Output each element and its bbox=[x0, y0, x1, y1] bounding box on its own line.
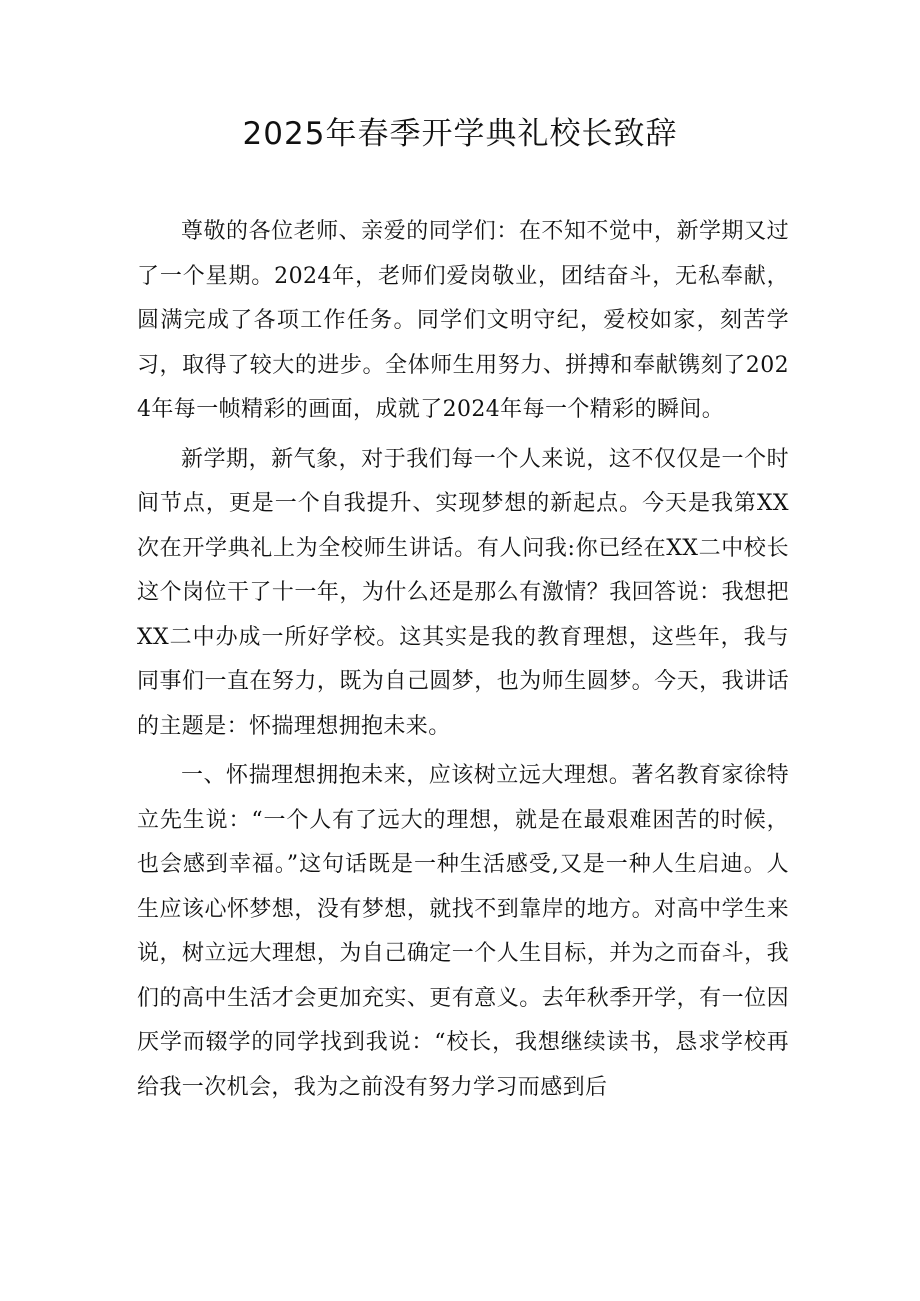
paragraph-new-semester: 新学期，新气象，对于我们每一个人来说，这不仅仅是一个时间节点，更是一个自我提升、实现梦想的新起点。今天是我第XX次在开学典礼上为全校师生讲话。有人问我:你已经在XX二中校长这个岗位干了十一年，为什么还是那么有激情？我回答说：我想把XX二中办成一所好学校。这其实是我的教育理想，这些年，我与同事们一直在努力，既为自己圆梦，也为师生圆梦。今天，我讲话的主题是：怀揣理想拥抱未来。 bbox=[137, 446, 789, 739]
document-title: 2025年春季开学典礼校长致辞 bbox=[242, 116, 678, 152]
document-body bbox=[137, 210, 789, 1115]
paragraph-greeting: 尊敬的各位老师、亲爱的同学们：在不知不觉中，新学期又过了一个星期。2024年，老师们爱岗敬业，团结奋斗，无私奉献，圆满完成了各项工作任务。同学们文明守纪，爱校如家，刻苦学习，取得了较大的进步。全体师生用努力、拼搏和奉献镌刻了2024年每一帧精彩的画面，成就了2024年每一个精彩的瞬间。 bbox=[137, 219, 789, 422]
paragraph-section-one: 一、怀揣理想拥抱未来，应该树立远大理想。著名教育家徐特立先生说：“一个人有了远大的理想，就是在最艰难困苦的时候，也会感到幸福。”这句话既是一种生活感受,又是一种人生启迪。人生应该心怀梦想，没有梦想，就找不到靠岸的地方。对高中学生来说，树立远大理想，为自己确定一个人生目标，并为之而奋斗，我们的高中生活才会更加充实、更有意义。去年秋季开学，有一位因厌学而辍学的同学找到我说：“校长，我想继续读书，恳求学校再给我一次机会，我为之前没有努力学习而感到后 bbox=[137, 763, 789, 1100]
